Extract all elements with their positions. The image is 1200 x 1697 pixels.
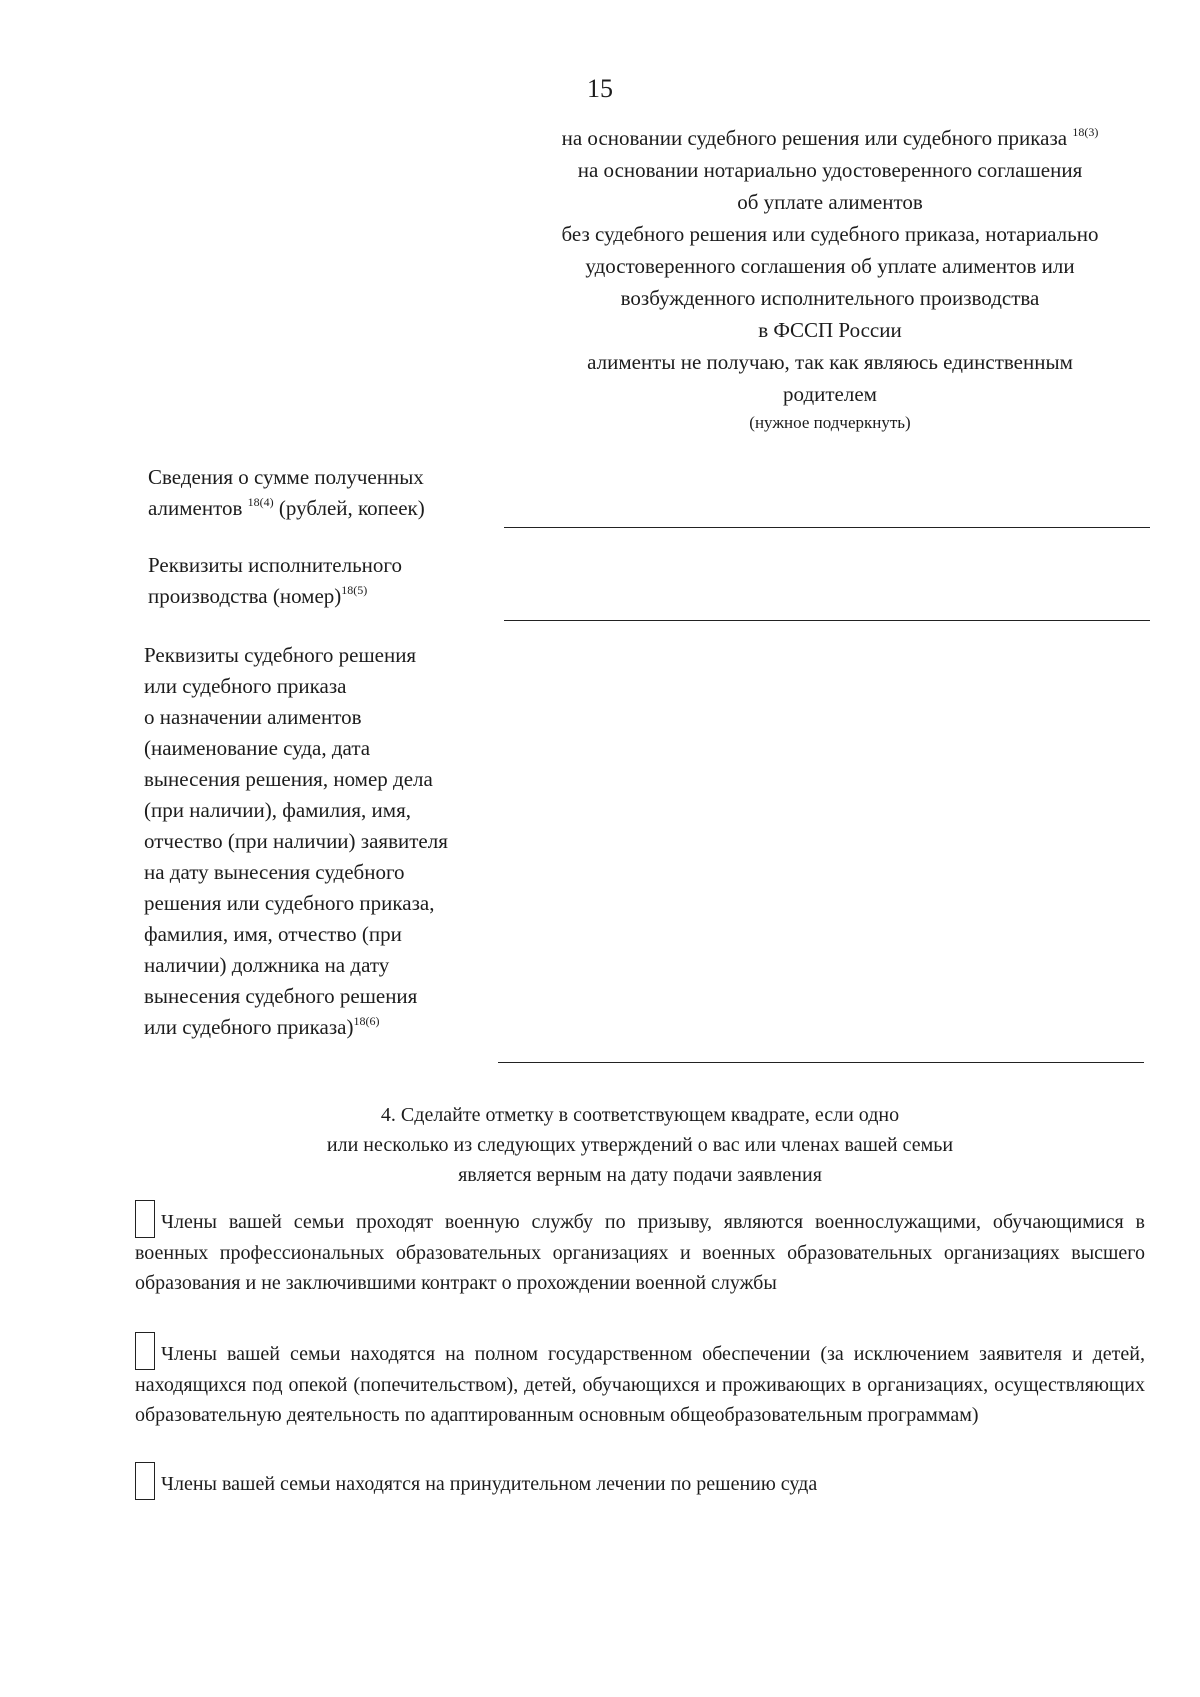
alimony-option[interactable]: возбужденного исполнительного производства bbox=[620, 286, 1040, 310]
alimony-option[interactable]: без судебного решения или судебного приказа, нотариально bbox=[561, 222, 1099, 246]
footnote-ref: 18(5) bbox=[341, 583, 368, 597]
checkbox[interactable] bbox=[135, 1332, 155, 1370]
alimony-option[interactable]: на основании нотариально удостоверенного соглашения bbox=[577, 158, 1083, 182]
underline-hint: (нужное подчеркнуть) bbox=[749, 413, 911, 432]
alimony-option[interactable]: родителем bbox=[783, 382, 877, 406]
page-number: 15 bbox=[587, 74, 613, 103]
alimony-option[interactable]: в ФССП России bbox=[758, 318, 902, 342]
alimony-amount-label: Сведения о сумме полученных алиментов $^{18(4)}$ (рублей, копеек) bbox=[148, 465, 425, 520]
enforcement-details-field[interactable] bbox=[504, 620, 1150, 621]
enforcement-details-label: Реквизиты исполнительного производства (номер)$^{18(5)}$ bbox=[148, 553, 403, 608]
alimony-option[interactable]: об уплате алиментов bbox=[737, 190, 923, 214]
footnote-ref: 18(4) bbox=[247, 495, 274, 509]
footnote-ref: 18(3) bbox=[1072, 125, 1099, 139]
court-decision-label: Реквизиты судебного решения или судебного приказа о назначении алиментов (наименование суда, дата вынесения решения, номер дела (при наличии), фамилия, имя, отчество (при наличии) заявителя на дату вынесения судебного решения или судебного приказа, фамилия, имя, отчество (при наличии) должника на дату вынесения судебного решения или судебного приказа)$^{18(6)}$ bbox=[144, 643, 448, 1039]
footnote-ref: 18(6) bbox=[353, 1014, 380, 1028]
alimony-option[interactable]: удостоверенного соглашения об уплате алиментов или bbox=[585, 254, 1075, 278]
court-decision-field[interactable] bbox=[498, 1062, 1144, 1063]
alimony-options bbox=[500, 122, 1160, 436]
alimony-option[interactable]: на основании судебного решения или судебного приказа $^{18(3)}$ bbox=[561, 125, 1099, 150]
checkbox-item-state-support: Члены вашей семьи находятся на полном государственном обеспечении (за исключением заявителя и детей, находящихся под опекой (попечительством), детей, обучающихся и проживающих в организациях, осуществляющих образовательную деятельность по адаптированным основным общеобразовательным программам) bbox=[135, 1332, 1145, 1430]
alimony-option[interactable]: алименты не получаю, так как являюсь единственным bbox=[587, 350, 1073, 374]
section-4-heading: 4. Сделайте отметку в соответствующем квадрате, если одно или несколько из следующих утверждений о вас или членах вашей семьи является верным на дату подачи заявления bbox=[326, 1104, 954, 1186]
checkbox-item-compulsory-treatment: Члены вашей семьи находятся на принудительном лечении по решению суда bbox=[135, 1462, 1145, 1500]
alimony-amount-field[interactable] bbox=[504, 527, 1150, 528]
checkbox[interactable] bbox=[135, 1462, 155, 1500]
checkbox[interactable] bbox=[135, 1200, 155, 1238]
checkbox-item-military: Члены вашей семьи проходят военную службу по призыву, являются военнослужащими, обучающимися в военных профессиональных образовательных организациях и военных образовательных организациях высшего образования и не заключившими контракт о прохождении военной службы bbox=[135, 1200, 1145, 1298]
